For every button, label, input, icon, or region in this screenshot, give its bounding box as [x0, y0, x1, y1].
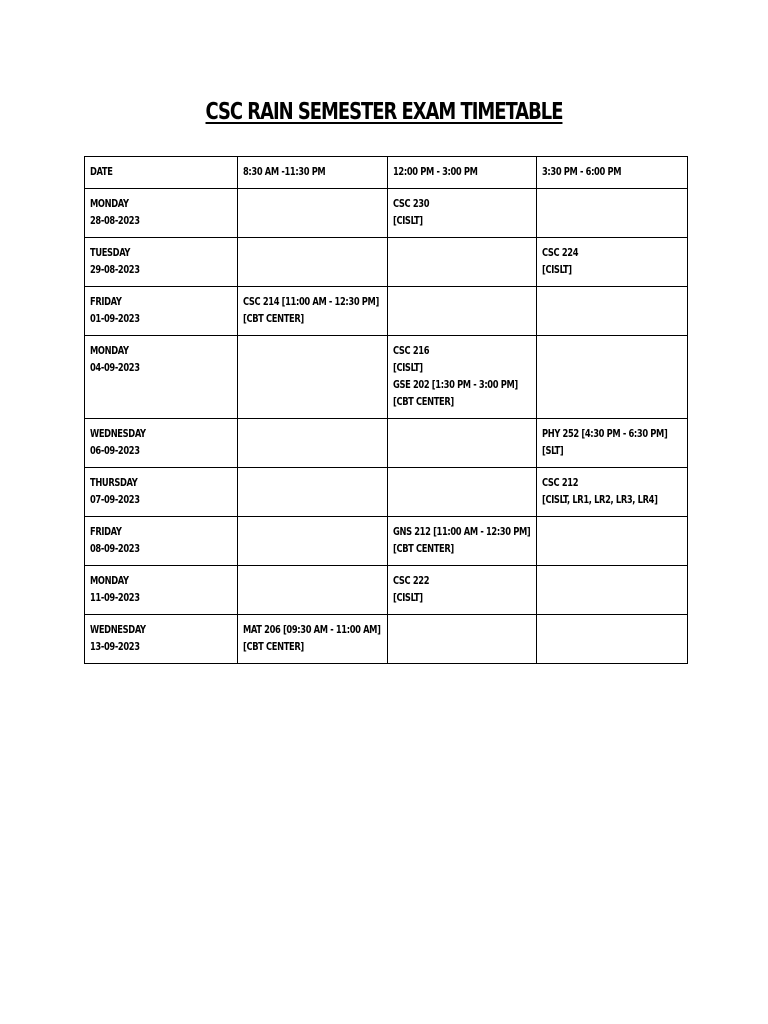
date-label: 29-08-2023: [90, 264, 140, 276]
column-header-date: DATE: [85, 157, 238, 189]
table-header-row: [85, 157, 688, 189]
table-row: [85, 419, 688, 468]
exam-course: PHY 252 [4:30 PM - 6:30 PM]: [542, 428, 668, 440]
slot-3-cell: [537, 287, 688, 336]
slot-3-cell: [537, 615, 688, 664]
day-label: FRIDAY: [90, 526, 122, 538]
date-label: 08-09-2023: [90, 543, 140, 555]
slot-2-cell: [388, 189, 537, 238]
slot-1-cell: [238, 615, 388, 664]
exam-course: CSC 214 [11:00 AM - 12:30 PM]: [243, 296, 379, 308]
date-cell: [85, 238, 238, 287]
table-row: [85, 238, 688, 287]
column-header-slot-2: 12:00 PM - 3:00 PM: [388, 157, 537, 189]
table-row: [85, 468, 688, 517]
day-label: MONDAY: [90, 575, 129, 587]
day-label: TUESDAY: [90, 247, 131, 259]
exam-timetable: [84, 156, 688, 664]
slot-3-cell: [537, 238, 688, 287]
slot-1-cell: [238, 287, 388, 336]
date-label: 06-09-2023: [90, 445, 140, 457]
exam-venue: [CBT CENTER]: [243, 313, 304, 325]
date-cell: [85, 517, 238, 566]
slot-3-cell: [537, 419, 688, 468]
exam-venue: [CBT CENTER]: [243, 641, 304, 653]
exam-venue: [CISLT]: [393, 362, 423, 374]
exam-venue: [CBT CENTER]: [393, 396, 454, 408]
table-row: [85, 566, 688, 615]
day-label: WEDNESDAY: [90, 428, 146, 440]
date-label: 01-09-2023: [90, 313, 140, 325]
slot-3-cell: [537, 336, 688, 419]
day-label: THURSDAY: [90, 477, 138, 489]
date-label: 28-08-2023: [90, 215, 140, 227]
slot-3-cell: [537, 566, 688, 615]
table-row: [85, 336, 688, 419]
slot-2-cell: [388, 336, 537, 419]
date-label: 07-09-2023: [90, 494, 140, 506]
exam-venue: [CISLT, LR1, LR2, LR3, LR4]: [542, 494, 658, 506]
slot-1-cell: [238, 468, 388, 517]
exam-course: GSE 202 [1:30 PM - 3:00 PM]: [393, 379, 518, 391]
slot-1-cell: [238, 189, 388, 238]
exam-venue: [CISLT]: [393, 592, 423, 604]
slot-1-cell: [238, 419, 388, 468]
date-cell: [85, 615, 238, 664]
date-cell: [85, 287, 238, 336]
slot-2-cell: [388, 517, 537, 566]
table-row: [85, 189, 688, 238]
slot-2-cell: [388, 238, 537, 287]
date-label: 04-09-2023: [90, 362, 140, 374]
slot-1-cell: [238, 238, 388, 287]
slot-2-cell: [388, 615, 537, 664]
slot-2-cell: [388, 287, 537, 336]
exam-course: MAT 206 [09:30 AM - 11:00 AM]: [243, 624, 381, 636]
slot-2-cell: [388, 566, 537, 615]
date-label: 13-09-2023: [90, 641, 140, 653]
table-row: [85, 287, 688, 336]
slot-1-cell: [238, 517, 388, 566]
exam-venue: [CISLT]: [542, 264, 572, 276]
slot-3-cell: [537, 468, 688, 517]
date-label: 11-09-2023: [90, 592, 140, 604]
slot-2-cell: [388, 468, 537, 517]
day-label: WEDNESDAY: [90, 624, 146, 636]
exam-course: CSC 230: [393, 198, 430, 210]
day-label: FRIDAY: [90, 296, 122, 308]
slot-1-cell: [238, 566, 388, 615]
slot-1-cell: [238, 336, 388, 419]
exam-course: CSC 216: [393, 345, 430, 357]
column-header-slot-3: 3:30 PM - 6:00 PM: [537, 157, 688, 189]
table-row: [85, 517, 688, 566]
day-label: MONDAY: [90, 345, 129, 357]
exam-venue: [CISLT]: [393, 215, 423, 227]
exam-course: CSC 222: [393, 575, 430, 587]
exam-course: CSC 212: [542, 477, 579, 489]
table-row: [85, 615, 688, 664]
date-cell: [85, 566, 238, 615]
date-cell: [85, 189, 238, 238]
date-cell: [85, 468, 238, 517]
date-cell: [85, 336, 238, 419]
page-title: CSC RAIN SEMESTER EXAM TIMETABLE: [205, 99, 563, 125]
exam-course: GNS 212 [11:00 AM - 12:30 PM]: [393, 526, 531, 538]
date-cell: [85, 419, 238, 468]
exam-venue: [SLT]: [542, 445, 564, 457]
column-header-slot-1: 8:30 AM -11:30 PM: [238, 157, 388, 189]
day-label: MONDAY: [90, 198, 129, 210]
exam-course: CSC 224: [542, 247, 579, 259]
slot-2-cell: [388, 419, 537, 468]
slot-3-cell: [537, 517, 688, 566]
exam-venue: [CBT CENTER]: [393, 543, 454, 555]
slot-3-cell: [537, 189, 688, 238]
